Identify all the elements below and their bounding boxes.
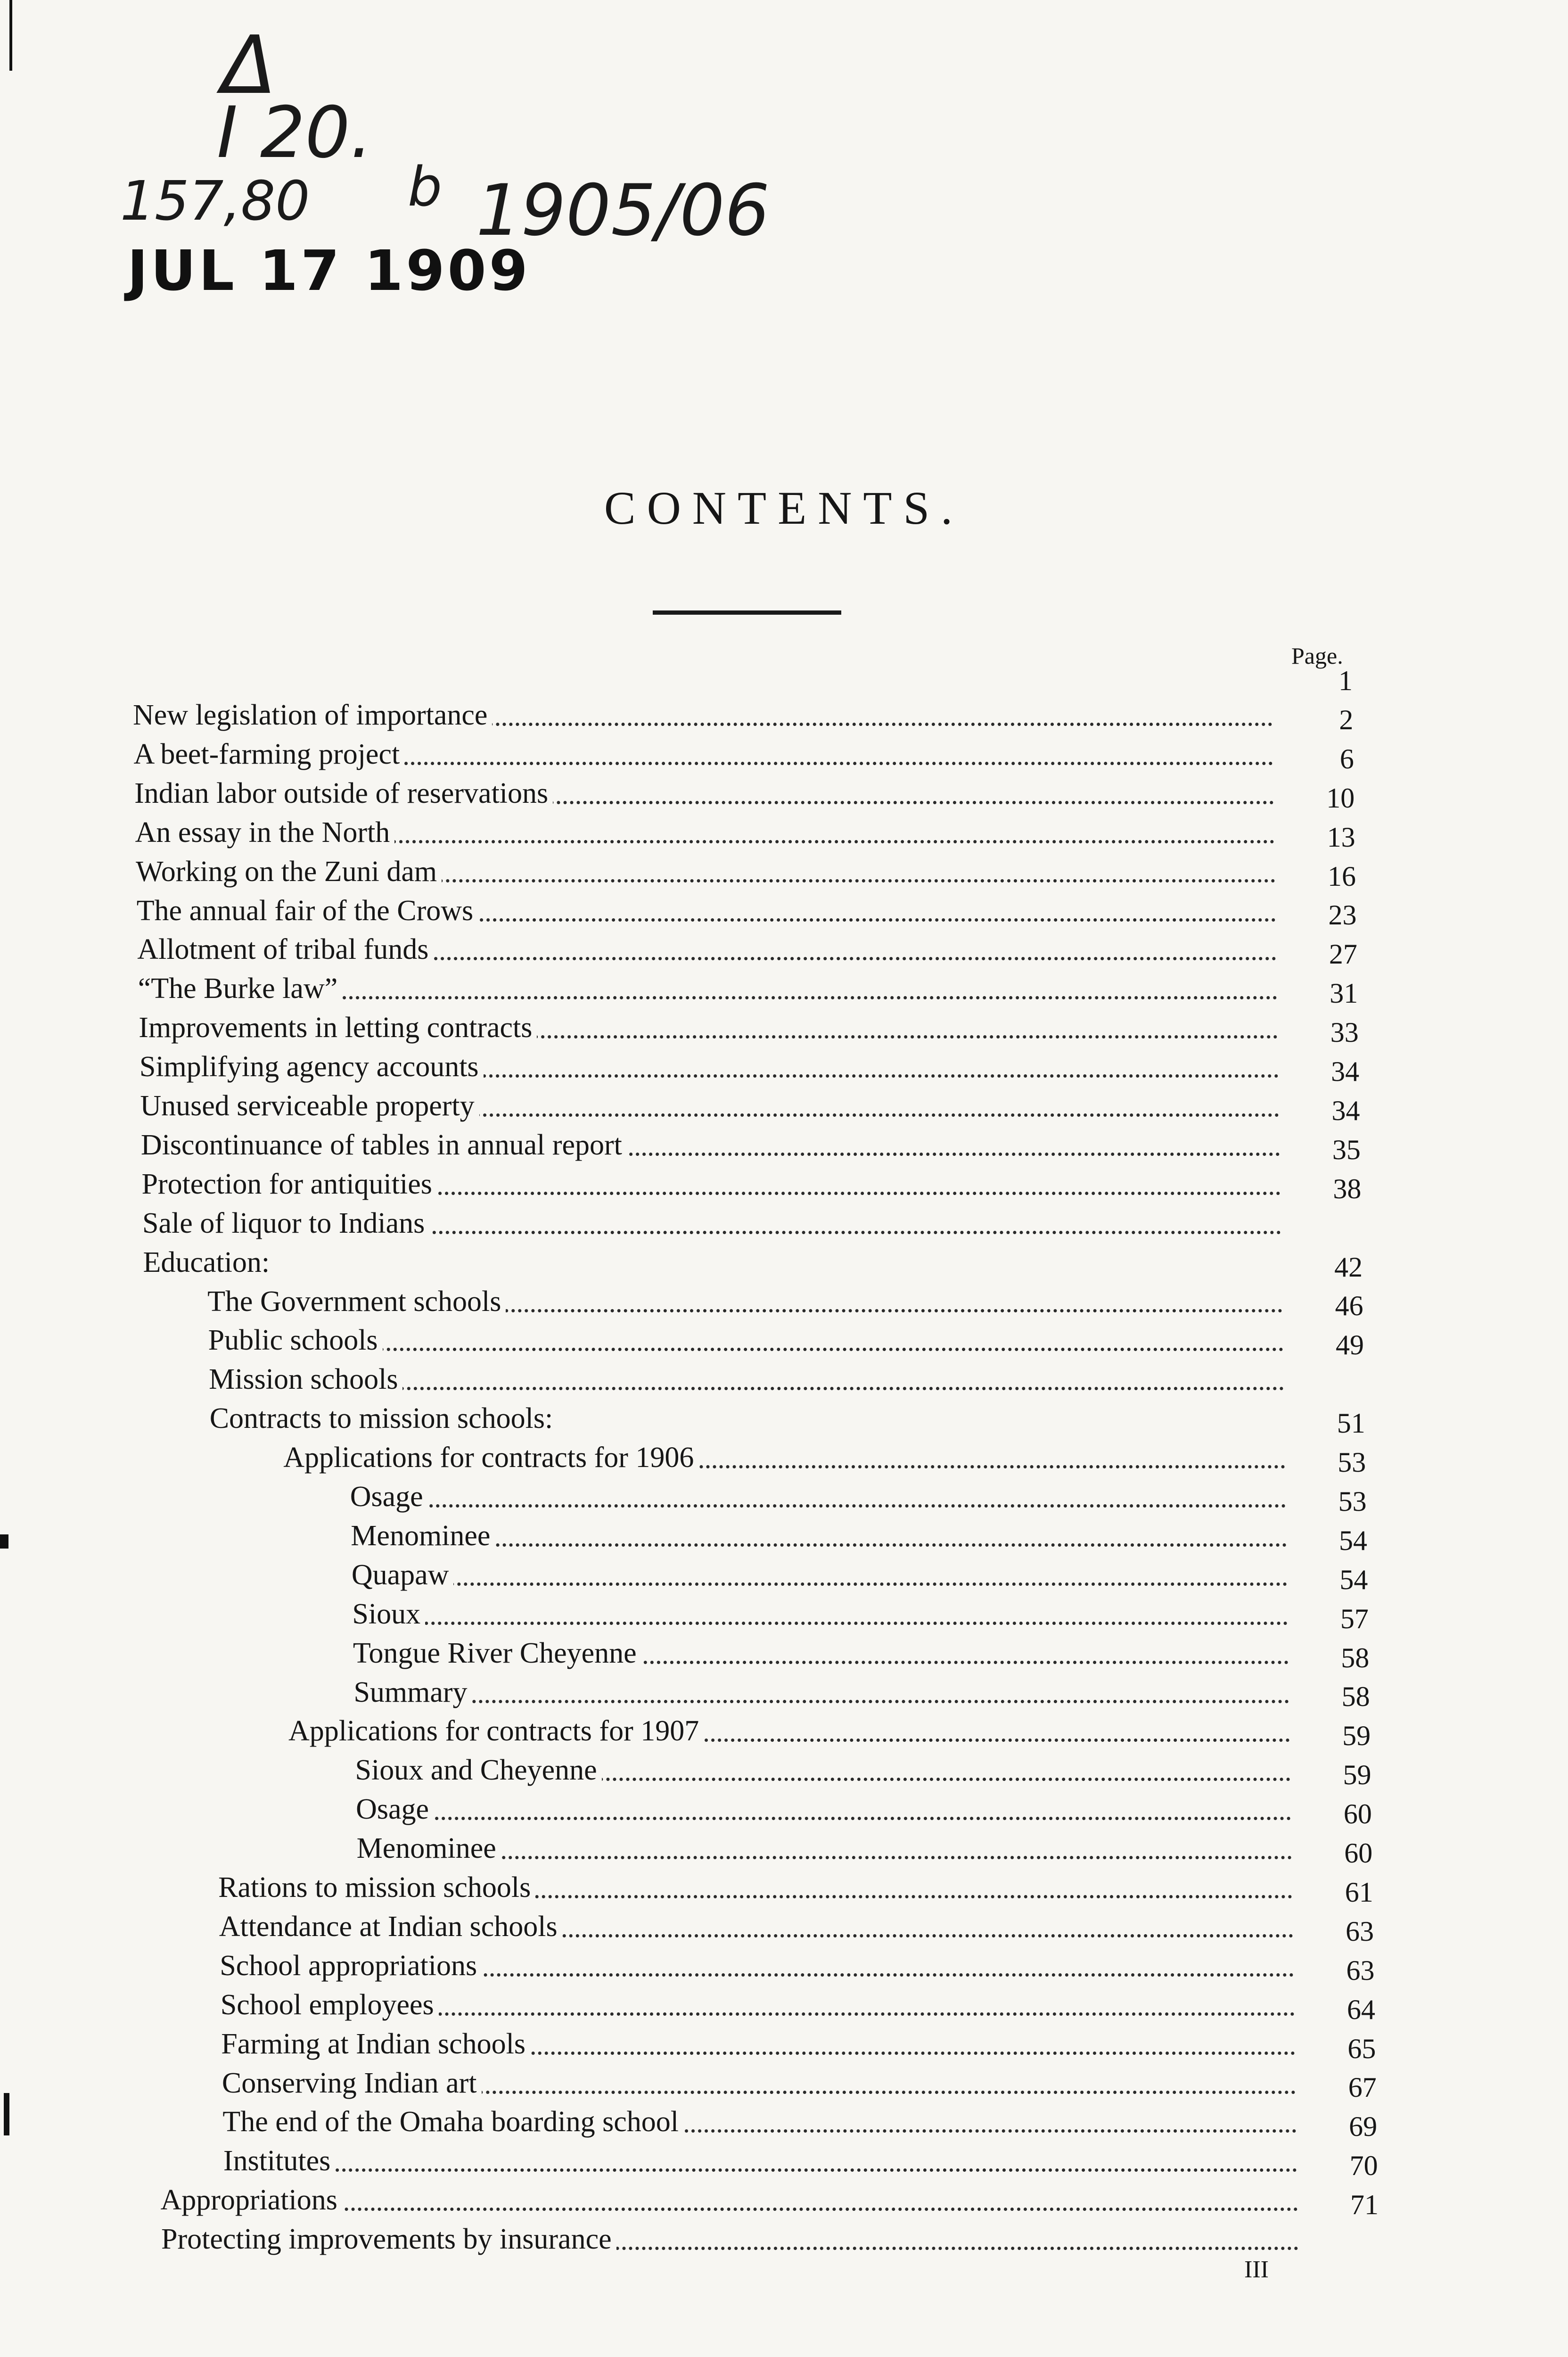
- toc-entry: [288, 1708, 1290, 1747]
- toc-entry-page: 10: [1326, 782, 1355, 814]
- toc-entry-page: 69: [1349, 2111, 1378, 2143]
- toc-entry-page: 59: [1343, 1759, 1371, 1791]
- toc-entry: [142, 1200, 1281, 1240]
- toc-entry-page: 60: [1343, 1798, 1372, 1830]
- toc-entry-label: Applications for contracts for 1907: [288, 1714, 704, 1747]
- toc-entry: [208, 1317, 1283, 1357]
- toc-entry-page: 53: [1338, 1485, 1367, 1517]
- toc-entry-label: Applications for contracts for 1906: [283, 1441, 698, 1474]
- toc-entry: [135, 809, 1275, 849]
- scan-mark-left-2: [4, 2093, 9, 2135]
- toc-entry-page: 23: [1328, 899, 1357, 931]
- toc-entry-page: 60: [1344, 1838, 1373, 1869]
- leader-dots: [350, 1504, 1286, 1508]
- toc-entry-label: The Government schools: [207, 1285, 506, 1318]
- toc-entry: [137, 926, 1276, 966]
- toc-entry-label: Allotment of tribal funds: [137, 933, 433, 966]
- toc-entry: [138, 965, 1277, 1005]
- date-stamp: JUL 17 1909: [127, 238, 531, 303]
- leader-dots: [352, 1622, 1288, 1625]
- toc-entry: [140, 1083, 1279, 1122]
- toc-entry-page: 64: [1346, 1994, 1375, 2025]
- toc-entry-page: 58: [1341, 1681, 1370, 1713]
- toc-entry-label: Institutes: [223, 2144, 335, 2177]
- page-column-label: Page.: [1291, 643, 1343, 669]
- toc-entry-label: Quapaw: [352, 1558, 454, 1591]
- toc-entry: [283, 1434, 1285, 1474]
- toc-entry-page: 59: [1342, 1720, 1371, 1752]
- toc-entry: [357, 1825, 1292, 1865]
- toc-entry-label: Tongue River Cheyenne: [353, 1637, 641, 1670]
- toc-entry-page: 65: [1347, 2033, 1376, 2064]
- handwritten-accession-suffix: b: [408, 156, 442, 219]
- toc-entry-label: Conserving Indian art: [222, 2067, 482, 2100]
- scan-mark-left-1: [0, 1534, 8, 1549]
- toc-entry: [136, 849, 1275, 888]
- toc-entry: [353, 1669, 1289, 1709]
- toc-entry-label: Farming at Indian schools: [221, 2027, 530, 2060]
- toc-entry-label: Menominee: [357, 1832, 501, 1865]
- toc-entry: [220, 1943, 1294, 1982]
- toc-entry-page: 35: [1332, 1134, 1361, 1165]
- toc-entry: [352, 1591, 1288, 1631]
- toc-entry: [140, 1044, 1279, 1083]
- toc-entry-page: 46: [1335, 1290, 1363, 1322]
- toc-entry: [219, 1904, 1293, 1943]
- toc-entry-page: 38: [1333, 1173, 1362, 1204]
- toc-entry: [161, 2216, 1298, 2256]
- toc-entry: [139, 1005, 1278, 1044]
- toc-entry-label: Attendance at Indian schools: [219, 1910, 562, 1943]
- page-title: CONTENTS.: [604, 482, 964, 534]
- toc-entry-page: 51: [1337, 1408, 1365, 1439]
- toc-entry-label: “The Burke law”: [138, 972, 342, 1005]
- toc-entry-page: 61: [1345, 1876, 1373, 1908]
- handwritten-code: I 20.: [217, 92, 373, 174]
- toc-entry-label: Osage: [356, 1793, 434, 1826]
- toc-entry-label: Unused serviceable property: [140, 1089, 479, 1122]
- toc-entry: [351, 1513, 1286, 1552]
- toc-entry-page: 42: [1334, 1251, 1363, 1283]
- toc-entry: [141, 1161, 1280, 1201]
- toc-entry: [221, 1982, 1295, 2021]
- scan-mark-top: [9, 0, 12, 71]
- toc-entry-page: 67: [1348, 2072, 1377, 2103]
- toc-entry-label: Rations to mission schools: [218, 1871, 535, 1904]
- toc-entry-page: 53: [1338, 1447, 1366, 1478]
- toc-entry-page: 27: [1329, 939, 1357, 970]
- toc-entry-page: 34: [1331, 1095, 1360, 1126]
- toc-entry: [221, 2021, 1295, 2060]
- leader-dots: [353, 1700, 1289, 1703]
- toc-entry-page: 1: [1338, 665, 1353, 696]
- toc-entry: [141, 1122, 1280, 1162]
- toc-entry-label: Discontinuance of tables in annual report: [141, 1129, 627, 1162]
- toc-entry-page: 71: [1350, 2189, 1379, 2221]
- toc-entry-label: Contracts to mission schools:: [210, 1402, 558, 1435]
- toc-entry: [137, 888, 1276, 927]
- toc-entry-label: Working on the Zuni dam: [136, 855, 442, 888]
- toc-entry: [210, 1395, 1285, 1435]
- toc-entry-label: Osage: [350, 1480, 428, 1513]
- toc-entry-label: Menominee: [351, 1519, 495, 1552]
- toc-entry-label: Indian labor outside of reservations: [134, 777, 553, 810]
- toc-entry-page: 6: [1339, 743, 1354, 775]
- toc-entry-page: 63: [1346, 1954, 1375, 1986]
- toc-entry-page: 16: [1328, 860, 1356, 892]
- toc-entry-label: Summary: [353, 1676, 472, 1709]
- toc-entry-page: 63: [1346, 1915, 1374, 1947]
- toc-entry-label: A beet-farming project: [134, 738, 405, 771]
- toc-entry-page: 34: [1331, 1056, 1360, 1087]
- toc-entry-label: Public schools: [208, 1324, 383, 1357]
- toc-entry-label: Improvements in letting contracts: [139, 1011, 537, 1044]
- toc-entry: [355, 1747, 1291, 1787]
- toc-entry: [352, 1552, 1287, 1591]
- toc-entry: [356, 1786, 1291, 1826]
- toc-entry-page: 49: [1335, 1329, 1364, 1361]
- toc-entry: [133, 692, 1272, 732]
- handwritten-accession: 157,80: [120, 170, 310, 233]
- toc-entry-label: School employees: [221, 1988, 439, 2021]
- toc-entry-page: 54: [1339, 1564, 1368, 1595]
- toc-entry-label: Appropriations: [160, 2184, 342, 2217]
- toc-entry: [209, 1356, 1284, 1396]
- toc-entry-page: 54: [1339, 1525, 1368, 1556]
- toc-entry: [222, 2060, 1296, 2100]
- toc-entry-label: New legislation of importance: [133, 699, 492, 732]
- toc-entry: [222, 2099, 1296, 2138]
- toc-entry-label: Simplifying agency accounts: [140, 1050, 484, 1083]
- toc-entry: [353, 1630, 1289, 1670]
- toc-entry-page: 57: [1340, 1603, 1369, 1634]
- toc-entry-page: 13: [1327, 821, 1355, 853]
- toc-entry-label: An essay in the North: [135, 816, 395, 849]
- toc-entry: [207, 1278, 1282, 1318]
- toc-entry-label: Mission schools: [209, 1363, 402, 1396]
- toc-entry-page: 31: [1330, 978, 1358, 1009]
- toc-entry-label: The annual fair of the Crows: [137, 894, 478, 927]
- toc-entry: [218, 1864, 1292, 1904]
- toc-entry-page: 70: [1349, 2150, 1378, 2182]
- handwritten-delta: Δ: [222, 19, 277, 112]
- leader-dots: [356, 1817, 1291, 1820]
- toc-entry-label: Protecting improvements by insurance: [161, 2223, 616, 2256]
- toc-entry-label: Education:: [143, 1246, 275, 1279]
- toc-entry: [160, 2177, 1297, 2217]
- leader-dots: [352, 1582, 1287, 1586]
- handwritten-years: 1905/06: [476, 170, 770, 252]
- toc-entry: [223, 2138, 1297, 2177]
- toc-entry: [350, 1474, 1286, 1513]
- toc-entry-label: The end of the Omaha boarding school: [222, 2105, 683, 2138]
- toc-entry: [134, 770, 1274, 810]
- toc-entry: [134, 731, 1273, 771]
- toc-entry-page: 58: [1341, 1642, 1370, 1673]
- page-folio: III: [1244, 2256, 1269, 2283]
- toc-entry-label: Protection for antiquities: [141, 1168, 436, 1201]
- toc-entry-label: School appropriations: [220, 1949, 482, 1982]
- toc-entry-page: 2: [1339, 704, 1354, 735]
- toc-entry: [143, 1239, 1282, 1279]
- toc-entry-label: Sale of liquor to Indians: [142, 1207, 429, 1240]
- toc-entry-label: Sioux: [352, 1598, 425, 1631]
- leader-dots: [223, 2168, 1297, 2172]
- toc-entry-page: 33: [1330, 1017, 1359, 1048]
- toc-entry-label: Sioux and Cheyenne: [355, 1754, 602, 1787]
